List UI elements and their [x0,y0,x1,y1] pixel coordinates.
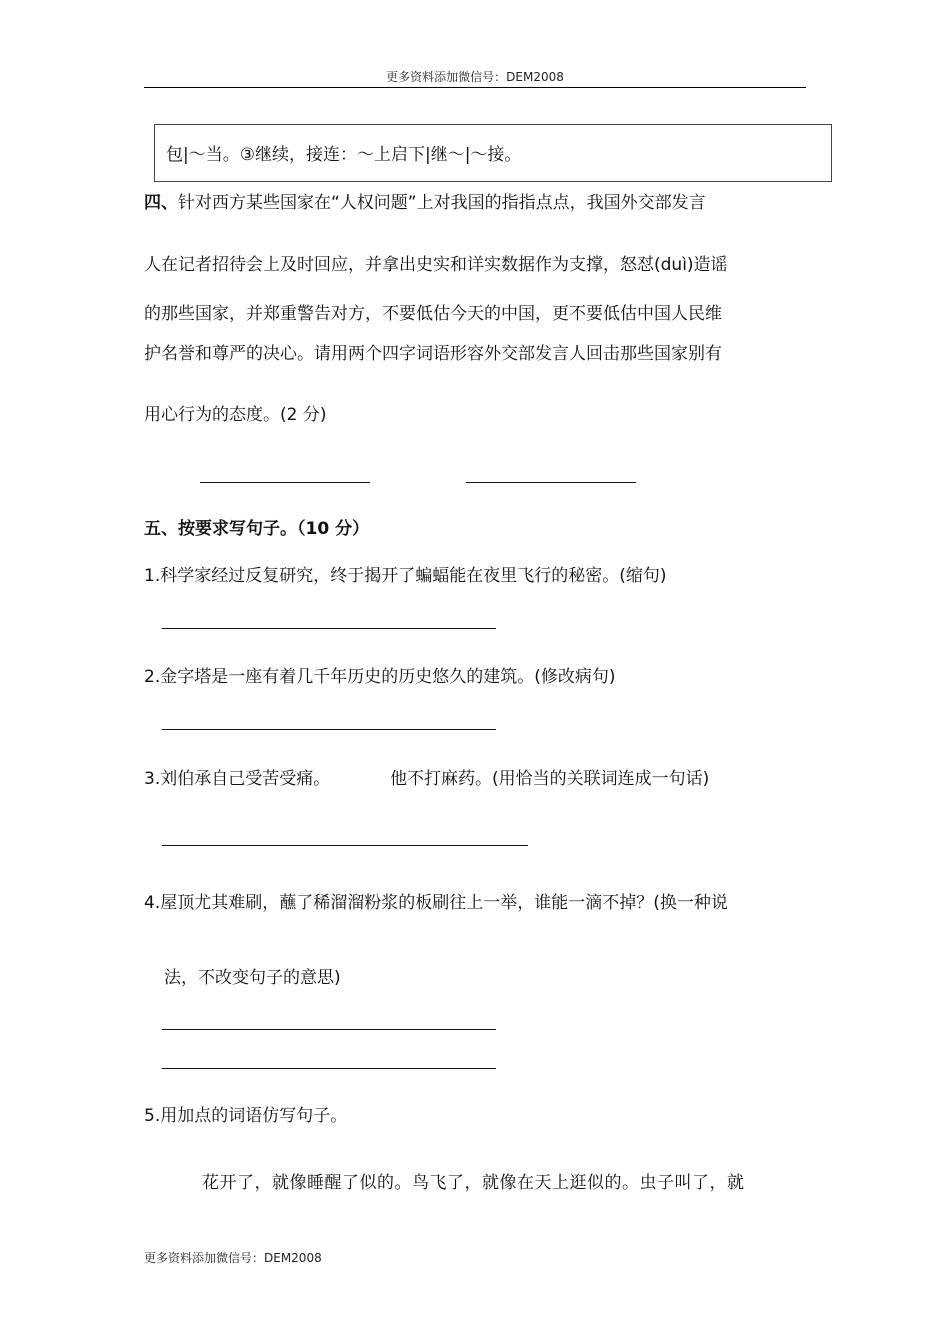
answer-blank-q4b[interactable] [162,1068,496,1069]
answer-blank-4a[interactable] [200,482,370,483]
question-5: 5.用加点的词语仿写句子。 [144,1106,348,1126]
section4-line1 [144,188,706,213]
section4-line4: 护名誉和尊严的决心。请用两个四字词语形容外交部发言人回击那些国家别有 [144,344,722,364]
question-3-part1: 3.刘伯承自己受苦受痛。 [144,769,331,789]
section4-line1-text: 针对西方某些国家在“人权问题”上对我国的指指点点，我国外交部发言 [178,193,706,213]
answer-blank-q4a[interactable] [162,1029,496,1030]
section4-label: 四、 [144,193,178,213]
question-3-part2: 他不打麻药。(用恰当的关联词连成一句话) [390,769,710,789]
header-rule [144,87,806,88]
answer-blank-q1[interactable] [162,628,496,629]
question-5-sentence: 花开了，就像睡醒了似的。鸟飞了，就像在天上逛似的。虫子叫了，就 [202,1173,745,1193]
definition-box-text: 包|～当。③继续，接连：～上启下|继～|～接。 [166,145,522,165]
question-4-line2: 法，不改变句子的意思) [164,968,341,988]
question-1: 1.科学家经过反复研究，终于揭开了蝙蝠能在夜里飞行的秘密。(缩句) [144,566,667,586]
page-footer: 更多资料添加微信号：DEM2008 [144,1251,322,1265]
question-4-line1: 4.屋顶尤其难刷，蘸了稀溜溜粉浆的板刷往上一举，谁能一滴不掉？(换一种说 [144,893,728,913]
section4-line2: 人在记者招待会上及时回应，并拿出史实和详实数据作为支撑，怒怼(duì)造谣 [144,255,728,275]
page-header: 更多资料添加微信号：DEM2008 [386,70,564,84]
question-2: 2.金字塔是一座有着几千年历史的历史悠久的建筑。(修改病句) [144,667,616,687]
answer-blank-4b[interactable] [466,482,636,483]
section4-line5: 用心行为的态度。(2 分) [144,405,327,425]
section4-line3: 的那些国家，并郑重警告对方，不要低估今天的中国，更不要低估中国人民维 [144,304,722,324]
section5-title: 五、按要求写句子。（10 分） [144,519,370,539]
answer-blank-q2[interactable] [162,729,496,730]
answer-blank-q3[interactable] [162,845,528,846]
